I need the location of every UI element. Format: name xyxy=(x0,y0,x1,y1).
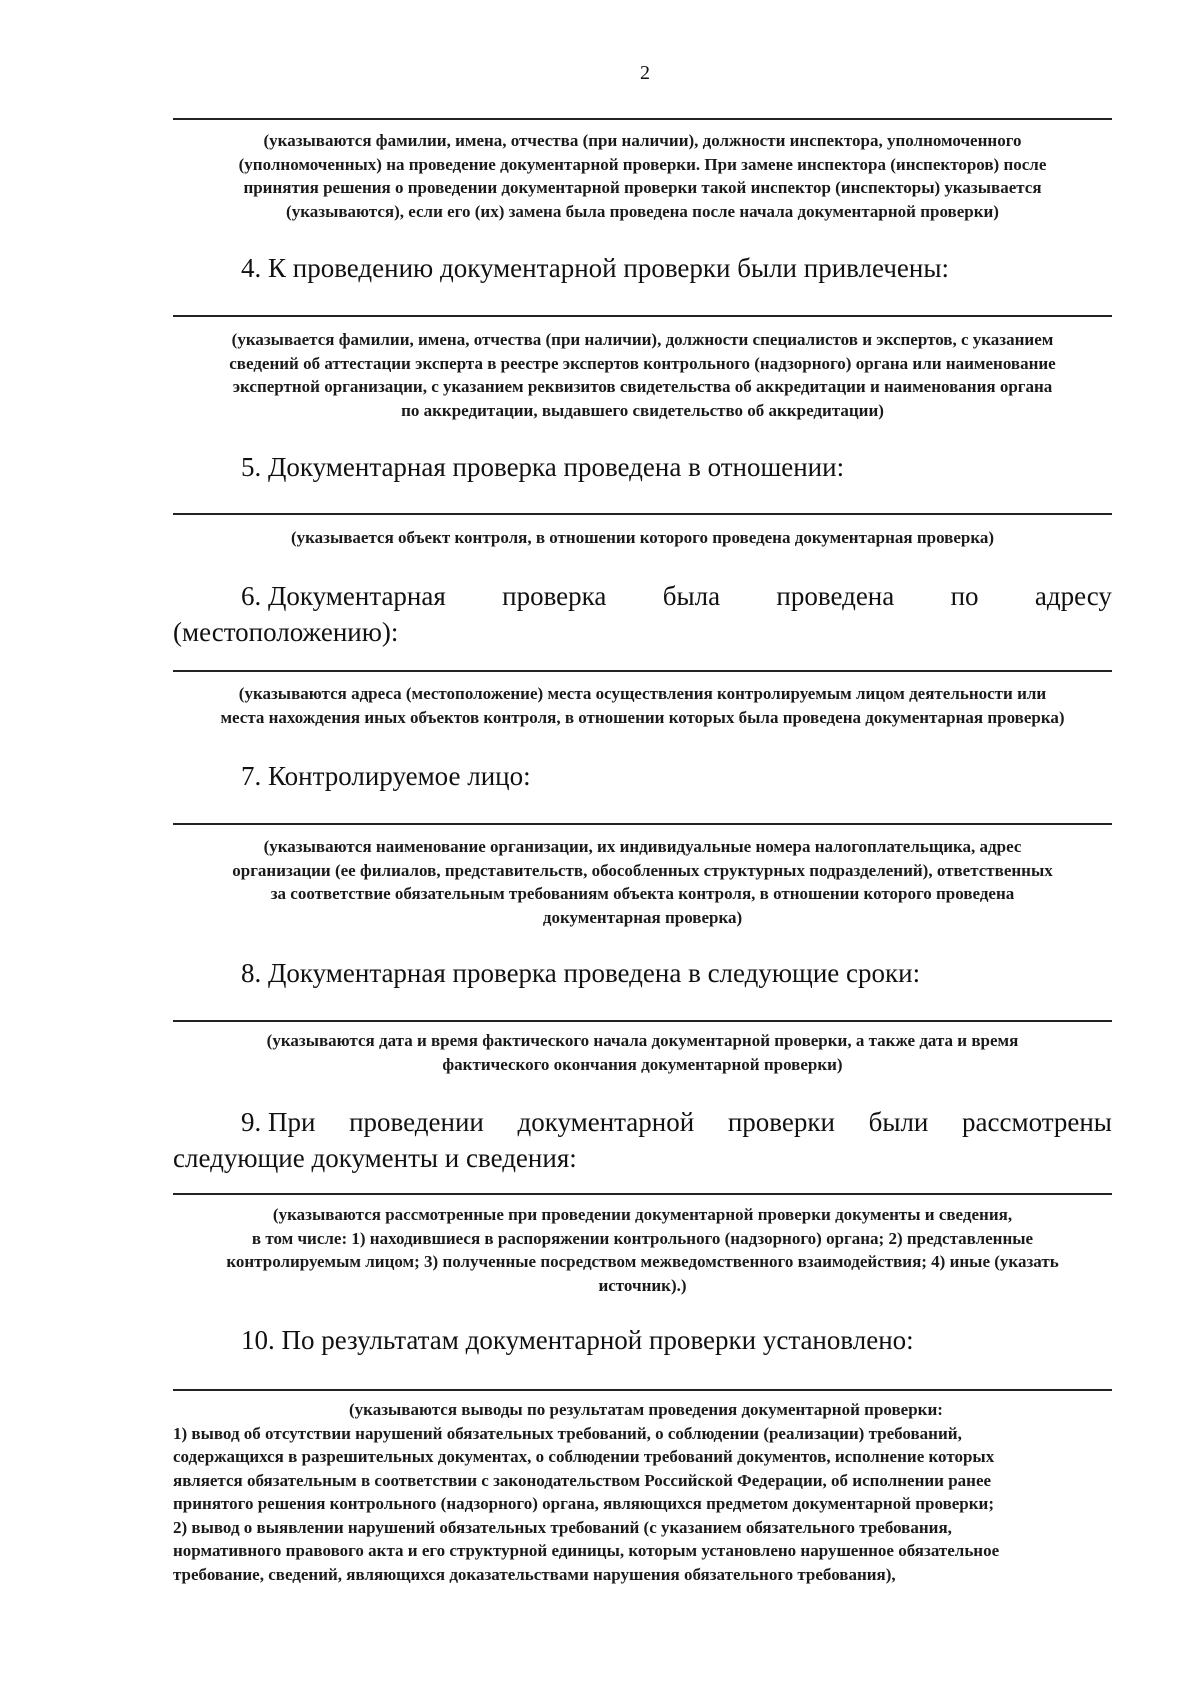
section-6-heading xyxy=(173,578,1112,650)
hint-line: экспертной организации, с указанием реквизитов свидетельства об аккредитации и наименования органа xyxy=(232,377,1053,396)
hint-line: сведений об аттестации эксперта в реестре экспертов контрольного (надзорного) органа или наименование xyxy=(229,353,1056,373)
hint-line: (указываются адреса (местоположение) места осуществления контролируемым лицом деятельности или xyxy=(238,684,1047,703)
justified-line xyxy=(173,578,1112,614)
hint-line: (указываются рассмотренные при проведении документарной проверки документы и сведения, xyxy=(272,1205,1013,1224)
word: проверки xyxy=(727,1107,835,1137)
heading-line: следующие документы и сведения: xyxy=(173,1143,577,1173)
hint-line: принятого решения контрольного (надзорного) органа, являющихся предметом документарной проверки; xyxy=(173,1494,995,1513)
section-10-heading xyxy=(173,1322,1112,1358)
hint-line: документарная проверка) xyxy=(542,907,743,927)
hint-line: (уполномоченных) на проведение документарной проверки. При замене инспектора (инспекторов) после xyxy=(238,154,1047,174)
section-5-heading xyxy=(173,449,1112,485)
section-4-heading xyxy=(173,250,1112,286)
hint-line: (указываются наименование организации, их индивидуальные номера налогоплательщика, адрес xyxy=(263,837,1022,856)
fill-line xyxy=(173,118,1112,120)
hint-controlled-person xyxy=(173,835,1112,929)
hint-line: за соответствие обязательным требованиям объекта контроля, в отношении которого проведена xyxy=(270,884,1015,903)
word: документарной xyxy=(517,1107,695,1137)
fill-line xyxy=(173,1020,1112,1022)
hint-address xyxy=(173,682,1112,729)
hint-line: содержащихся в разрешительных документах, о соблюдении требований документов, исполнение которых xyxy=(173,1447,995,1466)
word: по xyxy=(950,581,979,611)
fill-line xyxy=(173,513,1112,515)
hint-line: контролируемым лицом; 3) полученные посредством межведомственного взаимодействия; 4) иные (указать xyxy=(226,1252,1059,1271)
hint-inspectors xyxy=(173,129,1112,223)
hint-line: (указываются дата и время фактического начала документарной проверки, а также дата и время xyxy=(266,1031,1019,1050)
heading-text: 7. Контролируемое лицо: xyxy=(241,761,531,791)
fill-line xyxy=(173,670,1112,672)
hint-line: (указываются фамилии, имена, отчества (при наличии), должности инспектора, уполномоченного xyxy=(263,131,1022,150)
hint-line: является обязательным в соответствии с законодательством Российской Федерации, об исполнении ранее xyxy=(173,1470,992,1490)
heading-line: (местоположению): xyxy=(173,617,399,647)
hint-control-object xyxy=(173,526,1112,550)
hint-documents xyxy=(173,1203,1112,1297)
page-number: 2 xyxy=(640,62,650,84)
heading-text: 10. По результатам документарной проверки установлено: xyxy=(241,1325,914,1355)
word: рассмотрены xyxy=(962,1107,1112,1137)
word: проверка xyxy=(502,581,607,611)
fill-line xyxy=(173,1389,1112,1391)
justified-line xyxy=(173,1104,1112,1140)
hint-line: фактического окончания документарной проверки) xyxy=(442,1054,843,1074)
hint-line: источник).) xyxy=(598,1275,687,1295)
section-9-heading xyxy=(173,1104,1112,1176)
section-7-heading xyxy=(173,758,1112,794)
hint-conclusions xyxy=(173,1398,1112,1586)
hint-line: (указывается фамилии, имена, отчества (при наличии), должности специалистов и экспертов, с указанием xyxy=(231,330,1054,349)
word: 9. При xyxy=(241,1107,316,1137)
hint-experts xyxy=(173,328,1112,422)
hint-line: 1) вывод об отсутствии нарушений обязательных требований, о соблюдении (реализации) требований, xyxy=(173,1423,962,1443)
hint-dates xyxy=(173,1029,1112,1076)
word: 6. Документарная xyxy=(241,581,446,611)
hint-line: (указываются), если его (их) замена была проведена после начала документарной проверки) xyxy=(286,201,999,221)
heading-text: 8. Документарная проверка проведена в следующие сроки: xyxy=(241,958,921,988)
hint-line: (указываются выводы по результатам проведения документарной проверки: xyxy=(349,1400,943,1419)
hint-line: в том числе: 1) находившиеся в распоряжении контрольного (надзорного) органа; 2) представленные xyxy=(251,1228,1034,1248)
hint-line: места нахождения иных объектов контроля, в отношении которых была проведена документарная проверка) xyxy=(220,707,1065,727)
fill-line xyxy=(173,315,1112,317)
hint-line: по аккредитации, выдавшего свидетельство об аккредитации) xyxy=(401,400,884,420)
word: были xyxy=(868,1107,929,1137)
word: проведении xyxy=(349,1107,484,1137)
heading-text: 4. К проведению документарной проверки были привлечены: xyxy=(241,253,949,283)
hint-line: (указывается объект контроля, в отношении которого проведена документарная проверка) xyxy=(290,528,995,547)
hint-line: требование, сведений, являющихся доказательствами нарушения обязательного требования), xyxy=(173,1564,896,1584)
fill-line xyxy=(173,823,1112,825)
hint-line: принятия решения о проведении документарной проверки такой инспектор (инспекторы) указывается xyxy=(243,178,1042,197)
fill-line xyxy=(173,1193,1112,1195)
word: была xyxy=(662,581,721,611)
section-8-heading xyxy=(173,955,1112,991)
word: проведена xyxy=(776,581,895,611)
word: адресу xyxy=(1034,581,1112,611)
hint-line: нормативного правового акта и его структурной единицы, которым установлено нарушенное обязательное xyxy=(173,1541,1000,1560)
hint-line: организации (ее филиалов, представительств, обособленных структурных подразделений), ответственных xyxy=(232,860,1053,880)
heading-text: 5. Документарная проверка проведена в отношении: xyxy=(241,452,845,482)
hint-line: 2) вывод о выявлении нарушений обязательных требований (с указанием обязательного требования, xyxy=(173,1517,952,1537)
